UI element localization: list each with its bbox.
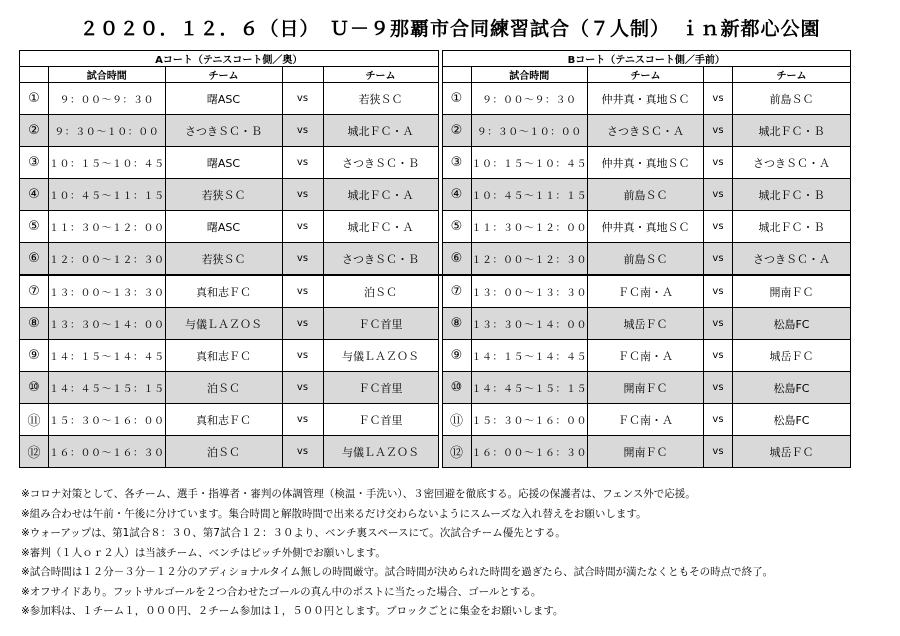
court-a-time: １３：３０～１４：００: [49, 308, 166, 340]
court-b-team2: 城北ＦＣ・Ｂ: [733, 115, 851, 147]
match-number: ④: [442, 179, 471, 211]
match-row: [20, 275, 851, 308]
court-b-team2: 城北ＦＣ・Ｂ: [733, 211, 851, 243]
court-a-team1: さつきＳＣ・Ｂ: [165, 115, 282, 147]
court-b-team1: 開南ＦＣ: [588, 436, 704, 468]
court-b-team2: 松島FC: [733, 308, 851, 340]
court-b-time: ９：００～９：３０: [471, 83, 588, 115]
match-number: ⑦: [20, 275, 49, 308]
court-a-team1: 若狭ＳＣ: [165, 179, 282, 211]
match-number: ⑨: [442, 340, 471, 372]
court-a-time: １０：１５～１０：４５: [49, 147, 166, 179]
note-line: ※参加料は、１チーム１，０００円、２チーム参加は１，５００円とします。ブロックごとに集金をお願いします。: [21, 605, 564, 617]
match-number: ①: [20, 83, 49, 115]
match-number: ②: [20, 115, 49, 147]
court-a-team2: ＦＣ首里: [323, 308, 438, 340]
match-row: [20, 243, 851, 276]
court-a-team1: 曙ASC: [165, 211, 282, 243]
court-a-header: Aコート（テニスコート側／奥）: [20, 51, 439, 67]
vs-label: vs: [704, 340, 733, 372]
vs-header: [704, 67, 733, 83]
court-a-team2: ＦＣ首里: [323, 404, 438, 436]
court-a-team2: 城北ＦＣ・Ａ: [323, 115, 438, 147]
match-number: ⑧: [20, 308, 49, 340]
court-b-team2: さつきＳＣ・Ａ: [733, 243, 851, 276]
no-header: [20, 67, 49, 83]
match-number: ⑪: [442, 404, 471, 436]
court-a-time: １３：００～１３：３０: [49, 275, 166, 308]
court-b-time: １４：１５～１４：４５: [471, 340, 588, 372]
match-number: ⑫: [20, 436, 49, 468]
vs-label: vs: [704, 404, 733, 436]
match-number: ③: [442, 147, 471, 179]
page-title: ２０２０．１２．６（日） Ｕ－９那覇市合同練習試合（７人制） ｉｎ新都心公園: [79, 18, 821, 40]
match-row: [20, 83, 851, 115]
match-number: ⑩: [442, 372, 471, 404]
court-a-time: １４：４５～１５：１５: [49, 372, 166, 404]
time-header: 試合時間: [49, 67, 166, 83]
court-b-time: １０：１５～１０：４５: [471, 147, 588, 179]
vs-label: vs: [704, 179, 733, 211]
match-number: ⑨: [20, 340, 49, 372]
court-b-team1: 前島ＳＣ: [588, 243, 704, 276]
court-a-team2: 城北ＦＣ・Ａ: [323, 179, 438, 211]
court-b-team2: 開南ＦＣ: [733, 275, 851, 308]
match-row: [20, 147, 851, 179]
team-header: チーム: [165, 67, 282, 83]
vs-label: vs: [282, 211, 323, 243]
match-number: ⑥: [442, 243, 471, 276]
court-a-team1: 真和志ＦＣ: [165, 340, 282, 372]
vs-label: vs: [704, 275, 733, 308]
court-b-team2: 前島ＳＣ: [733, 83, 851, 115]
match-number: ⑥: [20, 243, 49, 276]
match-number: ②: [442, 115, 471, 147]
court-a-team2: さつきＳＣ・Ｂ: [323, 147, 438, 179]
match-row: [20, 211, 851, 243]
vs-label: vs: [282, 436, 323, 468]
note-line: ※試合時間は１２分－３分－１２分のアディショナルタイム無しの時間厳守。試合時間が決められた時間を過ぎたら、試合時間が満たなくともその時点で終了。: [21, 566, 774, 578]
court-a-team2: 与儀ＬＡＺＯＳ: [323, 436, 438, 468]
match-number: ⑦: [442, 275, 471, 308]
court-b-time: １５：３０～１６：００: [471, 404, 588, 436]
court-a-team1: 与儀ＬＡＺＯＳ: [165, 308, 282, 340]
vs-label: vs: [282, 115, 323, 147]
court-b-time: １３：３０～１４：００: [471, 308, 588, 340]
court-a-time: １４：１５～１４：４５: [49, 340, 166, 372]
vs-label: vs: [282, 404, 323, 436]
match-number: ⑪: [20, 404, 49, 436]
notes-section: [21, 485, 891, 622]
vs-label: vs: [704, 436, 733, 468]
court-b-team2: 松島FC: [733, 372, 851, 404]
court-b-team1: さつきＳＣ・Ａ: [588, 115, 704, 147]
court-b-team1: 開南ＦＣ: [588, 372, 704, 404]
court-b-time: １０：４５～１１：１５: [471, 179, 588, 211]
court-b-team2: 松島FC: [733, 404, 851, 436]
match-row: [20, 115, 851, 147]
court-b-time: １３：００～１３：３０: [471, 275, 588, 308]
court-a-team2: ＦＣ首里: [323, 372, 438, 404]
court-b-team2: 城北ＦＣ・Ｂ: [733, 179, 851, 211]
match-row: [20, 436, 851, 468]
court-b-header: Bコート（テニスコート側／手前）: [442, 51, 851, 67]
court-b-time: １１：３０～１２：００: [471, 211, 588, 243]
vs-label: vs: [282, 340, 323, 372]
court-b-team2: さつきＳＣ・Ａ: [733, 147, 851, 179]
vs-label: vs: [704, 83, 733, 115]
court-b-time: １２：００～１２：３０: [471, 243, 588, 276]
court-b-time: １４：４５～１５：１５: [471, 372, 588, 404]
vs-label: vs: [282, 243, 323, 276]
note-line: ※コロナ対策として、各チーム、選手・指導者・審判の体調管理（検温・手洗い）、３密回避を徹底する。応援の保護者は、フェンス外で応援。: [21, 488, 696, 500]
court-a-team2: 与儀ＬＡＺＯＳ: [323, 340, 438, 372]
court-a-time: １２：００～１２：３０: [49, 243, 166, 276]
court-a-time: ９：３０～１０：００: [49, 115, 166, 147]
note-line: ※ウォーアップは、第1試合８：３０、第7試合１２：３０より、ベンチ裏スペースにて。次試合チーム優先とする。: [21, 527, 566, 539]
note-line: ※審判（１人ｏｒ２人）は当該チーム、ベンチはピッチ外側でお願いします。: [21, 546, 386, 559]
time-header: 試合時間: [471, 67, 588, 83]
vs-label: vs: [282, 275, 323, 308]
note-line: ※組み合わせは午前・午後に分けています。集合時間と解散時間で出来るだけ交わらないようにスムーズな入れ替えをお願いします。: [21, 507, 647, 520]
match-row: [20, 404, 851, 436]
vs-label: vs: [282, 308, 323, 340]
team-header: チーム: [323, 67, 438, 83]
court-a-team2: 城北ＦＣ・Ａ: [323, 211, 438, 243]
court-b-team2: 城岳ＦＣ: [733, 340, 851, 372]
vs-label: vs: [704, 211, 733, 243]
court-b-team1: ＦＣ南・Ａ: [588, 340, 704, 372]
match-number: ⑧: [442, 308, 471, 340]
match-number: ④: [20, 179, 49, 211]
court-a-team1: 若狭ＳＣ: [165, 243, 282, 276]
court-b-team1: 仲井真・真地ＳＣ: [588, 211, 704, 243]
match-row: [20, 308, 851, 340]
match-number: ⑫: [442, 436, 471, 468]
court-a-team2: 若狭ＳＣ: [323, 83, 438, 115]
match-number: ⑤: [442, 211, 471, 243]
court-a-team1: 泊ＳＣ: [165, 372, 282, 404]
court-a-time: １５：３０～１６：００: [49, 404, 166, 436]
vs-label: vs: [282, 179, 323, 211]
vs-label: vs: [704, 308, 733, 340]
court-b-time: ９：３０～１０：００: [471, 115, 588, 147]
court-b-team2: 城岳ＦＣ: [733, 436, 851, 468]
vs-label: vs: [282, 372, 323, 404]
court-b-team1: 前島ＳＣ: [588, 179, 704, 211]
court-a-team1: 曙ASC: [165, 147, 282, 179]
court-a-team1: 曙ASC: [165, 83, 282, 115]
court-a-time: １０：４５～１１：１５: [49, 179, 166, 211]
court-a-team2: さつきＳＣ・Ｂ: [323, 243, 438, 276]
match-row: [20, 179, 851, 211]
court-b-team1: 仲井真・真地ＳＣ: [588, 83, 704, 115]
vs-label: vs: [704, 372, 733, 404]
court-b-team1: 城岳ＦＣ: [588, 308, 704, 340]
court-a-team2: 泊ＳＣ: [323, 275, 438, 308]
court-b-time: １６：００～１６：３０: [471, 436, 588, 468]
vs-label: vs: [704, 147, 733, 179]
vs-header: [282, 67, 323, 83]
match-number: ③: [20, 147, 49, 179]
court-a-time: ９：００～９：３０: [49, 83, 166, 115]
court-b-team1: ＦＣ南・Ａ: [588, 404, 704, 436]
court-a-time: １６：００～１６：３０: [49, 436, 166, 468]
vs-label: vs: [282, 147, 323, 179]
court-a-team1: 真和志ＦＣ: [165, 404, 282, 436]
match-row: [20, 372, 851, 404]
court-a-time: １１：３０～１２：００: [49, 211, 166, 243]
court-a-team1: 泊ＳＣ: [165, 436, 282, 468]
team-header: チーム: [588, 67, 704, 83]
no-header: [442, 67, 471, 83]
vs-label: vs: [282, 83, 323, 115]
schedule-table: [19, 50, 851, 468]
court-b-team1: 仲井真・真地ＳＣ: [588, 147, 704, 179]
match-number: ⑤: [20, 211, 49, 243]
team-header: チーム: [733, 67, 851, 83]
court-b-team1: ＦＣ南・Ａ: [588, 275, 704, 308]
match-number: ⑩: [20, 372, 49, 404]
vs-label: vs: [704, 115, 733, 147]
match-row: [20, 340, 851, 372]
vs-label: vs: [704, 243, 733, 276]
match-number: ①: [442, 83, 471, 115]
court-a-team1: 真和志ＦＣ: [165, 275, 282, 308]
note-line: ※オフサイドあり。フットサルゴールを２つ合わせたゴールの真ん中のポストに当たった場合、ゴールとする。: [21, 585, 542, 598]
